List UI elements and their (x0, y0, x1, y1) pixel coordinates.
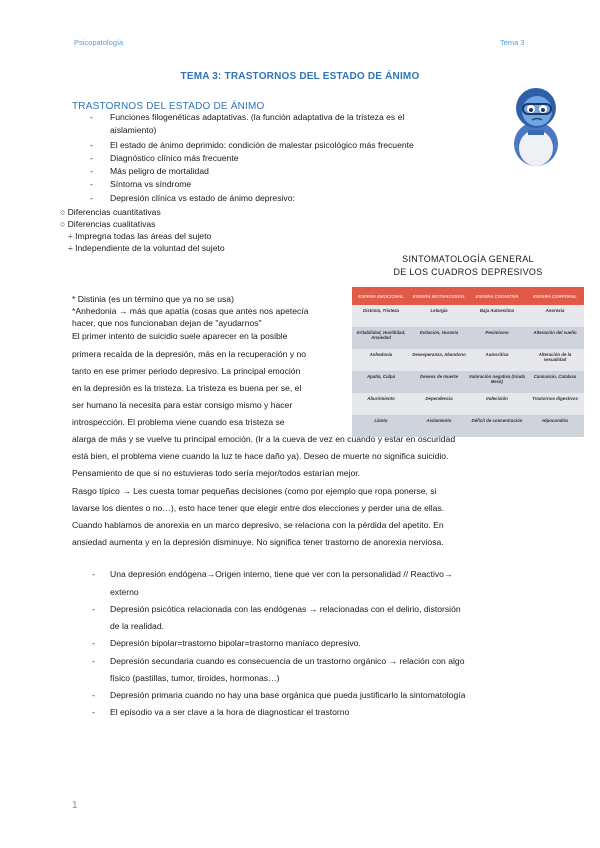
note-line: * Distinia (es un término que ya no se usa) (72, 294, 234, 304)
list-item: Diagnóstico clínico más frecuente (110, 153, 239, 163)
page-title: TEMA 3: TRASTORNOS DEL ESTADO DE ÁNIMO (180, 71, 420, 82)
header-topic: Tema 3 (500, 38, 525, 47)
list-item: Funciones filogenéticas adaptativas. (la función adaptativa de la tristeza es el (110, 112, 405, 122)
paragraph-line: lavarse los dientes o no…), esto hace tener que elegir entre dos elecciones y perder una de ellas. (72, 503, 445, 513)
table-cell: Llanto (352, 415, 410, 437)
bullet-dash: - (92, 656, 95, 666)
table-cell: Aburrimiento (352, 393, 410, 415)
bullet-dash: - (92, 569, 95, 579)
table-cell: Hipocondría (526, 415, 584, 437)
list-item: El episodio va a ser clave a la hora de diagnosticar el trastorno (110, 707, 350, 717)
table-cell: Déficit de concentración (468, 415, 526, 437)
table-cell: Pesimismo (468, 327, 526, 349)
sub-list-item: ○ Diferencias cualitativas (60, 218, 155, 231)
sub-list-item: ○ Diferencias cuantitativas (60, 206, 161, 219)
table-cell: Alteración de la sexualidad (526, 349, 584, 371)
table-cell: Indecisión (468, 393, 526, 415)
list-item: Depresión primaria cuando no hay una base orgánica que pueda justificarlo la sintomatología (110, 690, 466, 700)
table-cell: Apatía, Culpa (352, 371, 410, 393)
paragraph-line: tanto en ese primer periodo depresivo. La principal emoción (72, 366, 301, 376)
note-line: hacer, que nos funcionaban dejan de "ayudarnos" (72, 318, 262, 328)
list-item: Depresión psicótica relacionada con las endógenas → relacionadas con el delirio, distorsión (110, 604, 461, 614)
table-row (352, 393, 584, 415)
paragraph-line: Rasgo típico → Les cuesta tomar pequeñas decisiones (como por ejemplo que ropa ponerse, si (72, 486, 437, 496)
list-item-continuation: aislamiento) (110, 125, 157, 135)
table-title-line: SINTOMATOLOGÍA GENERAL (402, 254, 534, 264)
symptom-table (352, 287, 584, 437)
paragraph-line: introspección. El problema viene cuando esa tristeza se (72, 417, 285, 427)
note-line: *Anhedonia → más que apatía (cosas que antes nos apetecía (72, 306, 309, 316)
table-cell: Aislamiento (410, 415, 468, 437)
table-cell: Deseos de muerte (410, 371, 468, 393)
section-heading: TRASTORNOS DEL ESTADO DE ÁNIMO (72, 101, 265, 112)
table-cell: Dependencia (410, 393, 468, 415)
list-item-continuation: externo (110, 587, 139, 597)
sub-sub-list-item: ÷ Impregna todas las áreas del sujeto (68, 230, 211, 243)
table-row (352, 371, 584, 393)
paragraph-line: El primer intento de suicidio suele aparecer en la posible (72, 331, 288, 341)
table-cell: Evitación, Huranía (410, 327, 468, 349)
list-item: Más peligro de mortalidad (110, 166, 209, 176)
list-item: Una depresión endógena→Origen interno, tiene que ver con la personalidad // Reactivo→ (110, 569, 453, 579)
bullet-dash: - (92, 690, 95, 700)
list-item: Depresión bipolar=trastorno bipolar=trastorno maníaco depresivo. (110, 638, 361, 648)
table-cell: Desesperanza, Abandono (410, 349, 468, 371)
bullet-dash: - (92, 638, 95, 648)
paragraph-line: ser humano la necesita para estar consigo mismo y hacer (72, 400, 293, 410)
paragraph-line: está bien, el problema viene cuando la luz te hace daño ya). Deseo de muerte no significa suicidio. (72, 451, 449, 461)
table-row (352, 305, 584, 327)
table-header-cell: ESFERA COGNITIVA (468, 287, 526, 305)
paragraph-line: alarga de más y se vuelve tu principal emoción. (Ir a la cueva de vez en cuando y estar en oscuridad (72, 434, 456, 444)
sub-sub-list-item: ÷ Independiente de la voluntad del sujeto (68, 242, 225, 255)
table-header-cell: ESFERA MOTIVACIONAL (410, 287, 468, 305)
table-cell: Cansancio, Catalasa (526, 371, 584, 393)
paragraph-line: Pensamiento de que si no estuvieras todo sería mejor/todos estarían mejor. (72, 468, 361, 478)
table-title-line: DE LOS CUADROS DEPRESIVOS (393, 267, 543, 277)
table-cell: Distimia, Tristeza (352, 305, 410, 327)
table-header-cell: ESFERA EMOCIONAL (352, 287, 410, 305)
list-item-continuation: de la realidad. (110, 621, 164, 631)
table-row (352, 349, 584, 371)
table-cell: Autocrítica (468, 349, 526, 371)
list-item: Síntoma vs síndrome (110, 179, 192, 189)
paragraph-line: en la depresión es la tristeza. La tristeza es buena per se, el (72, 383, 302, 393)
bullet-dash: - (92, 707, 95, 717)
list-item: El estado de ánimo deprimido: condición de malestar psicológico más frecuente (110, 140, 414, 150)
table-header-row (352, 287, 584, 305)
page-number: 1 (72, 800, 78, 811)
paragraph-line: ansiedad aumenta y en la depresión disminuye. No significa tener trastorno de anorexia nerviosa. (72, 537, 444, 547)
table-title (352, 253, 584, 279)
paragraph-line: Cuando hablamos de anorexia en un marco depresivo, se relaciona con la pérdida del apetito. En (72, 520, 444, 530)
table-row (352, 327, 584, 349)
table-cell: Anorexia (526, 305, 584, 327)
table-header-cell: ESFERA CORPORAL (526, 287, 584, 305)
table-cell: Valoración negativa (triada Beck) (468, 371, 526, 393)
bullet-dash: - (92, 604, 95, 614)
table-cell: Trastornos digestivos (526, 393, 584, 415)
table-cell: Baja Autoestima (468, 305, 526, 327)
header-subject: Psicopatología (74, 38, 124, 47)
list-item-continuation: físico (pastillas, tumor, tiroides, hormonas…) (110, 673, 280, 683)
table-cell: Letargia (410, 305, 468, 327)
list-item: Depresión secundaria cuando es consecuencia de un trastorno orgánico → relación con algo (110, 656, 465, 666)
sadness-character-illustration (507, 86, 565, 168)
table-cell: Alteración del sueño (526, 327, 584, 349)
paragraph-line: primera recaída de la depresión, más en la recuperación y no (72, 349, 307, 359)
table-cell: Irritabilidad, Hostilidad, Ansiedad (352, 327, 410, 349)
table-cell: Anhedonia (352, 349, 410, 371)
list-item: Depresión clínica vs estado de ánimo depresivo: (110, 193, 295, 203)
